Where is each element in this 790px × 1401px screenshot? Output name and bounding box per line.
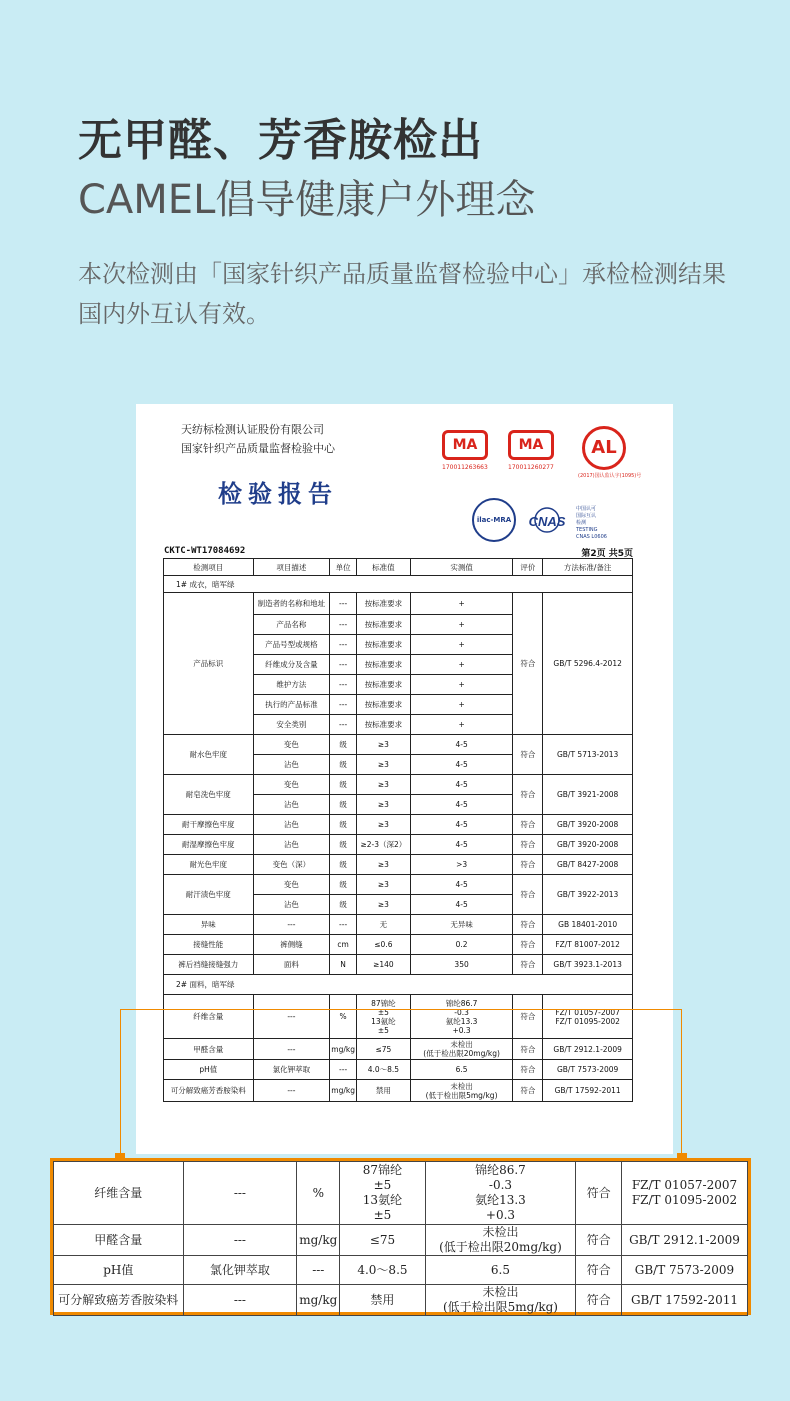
desc-cell: --- (183, 1225, 297, 1256)
unit-cell: --- (330, 695, 357, 715)
method-cell: GB/T 3922-2013 (543, 875, 633, 915)
std-cell: ≤0.6 (356, 935, 410, 955)
table-row (164, 935, 633, 955)
unit-cell: % (330, 995, 357, 1039)
std-cell: 按标准要求 (356, 695, 410, 715)
value-cell: + (410, 715, 513, 735)
method-cell: GB/T 2912.1-2009 (621, 1225, 747, 1256)
std-cell: ≥3 (356, 875, 410, 895)
cma-logo-1: MA (442, 430, 488, 460)
unit-cell: 级 (330, 815, 357, 835)
desc-cell: 纤维成分及含量 (253, 655, 330, 675)
desc-cell: 变色 (253, 875, 330, 895)
unit-cell: --- (330, 635, 357, 655)
item-cell: pH值 (164, 1060, 254, 1080)
unit-cell: N (330, 955, 357, 975)
desc-cell: --- (253, 1080, 330, 1102)
item-cell: 耐水色牢度 (164, 735, 254, 775)
unit-cell: 级 (330, 775, 357, 795)
desc-cell: 变色（深） (253, 855, 330, 875)
value-cell: 6.5 (425, 1256, 576, 1285)
value-cell: + (410, 593, 513, 615)
value-cell: 4-5 (410, 875, 513, 895)
method-cell: GB/T 5296.4-2012 (543, 593, 633, 735)
method-cell: GB/T 3920-2008 (543, 835, 633, 855)
value-cell: 4-5 (410, 735, 513, 755)
unit-cell: --- (297, 1256, 340, 1285)
desc-cell: 沾色 (253, 835, 330, 855)
header-cell: 检测项目 (164, 559, 254, 576)
value-line: 氨纶13.3 (475, 1193, 526, 1207)
cma-number-1: 170011263663 (442, 464, 488, 471)
desc-cell: 执行的产品标准 (253, 695, 330, 715)
value-cell: 4-5 (410, 815, 513, 835)
item-cell: 纤维含量 (164, 995, 254, 1039)
value-line: 未检出 (482, 1285, 519, 1299)
cnas-text (576, 506, 607, 541)
std-cell: ≤75 (356, 1039, 410, 1060)
unit-cell: 级 (330, 875, 357, 895)
item-cell: 耐汗渍色牢度 (164, 875, 254, 915)
std-cell: ≥3 (356, 795, 410, 815)
desc-cell: 沾色 (253, 795, 330, 815)
std-line: 87锦纶 (371, 998, 396, 1008)
result-cell: 符合 (513, 875, 543, 915)
std-line: ±5 (377, 1007, 389, 1017)
table-row (164, 735, 633, 755)
std-line: ±5 (373, 1208, 392, 1222)
desc-cell: 安全类别 (253, 715, 330, 735)
result-cell: 符合 (513, 1039, 543, 1060)
value-cell: 无异味 (410, 915, 513, 935)
item-cell: 可分解致癌芳香胺染料 (54, 1285, 184, 1316)
method-cell: GB/T 7573-2009 (543, 1060, 633, 1080)
table-row (164, 915, 633, 935)
table-row (164, 593, 633, 615)
cal-logo: AL (582, 426, 626, 470)
unit-cell: --- (330, 615, 357, 635)
std-cell: ≥3 (356, 775, 410, 795)
desc-cell: --- (253, 995, 330, 1039)
desc-cell: 氯化钾萃取 (183, 1256, 297, 1285)
value-cell: + (410, 655, 513, 675)
item-cell: 接缝性能 (164, 935, 254, 955)
subline: CAMEL倡导健康户外理念 (78, 177, 536, 223)
item-cell: 产品标识 (164, 593, 254, 735)
desc-cell: --- (253, 915, 330, 935)
value-cell: + (410, 635, 513, 655)
value-cell: + (410, 675, 513, 695)
cma-logo-2: MA (508, 430, 554, 460)
table-row (164, 775, 633, 795)
value-line: +0.3 (452, 1025, 471, 1035)
unit-cell: --- (330, 915, 357, 935)
std-cell: 无 (356, 915, 410, 935)
desc-cell: 裤侧缝 (253, 935, 330, 955)
item-cell: 耐干摩擦色牢度 (164, 815, 254, 835)
desc-cell: 维护方法 (253, 675, 330, 695)
table-row (54, 1285, 748, 1316)
header-cell: 项目描述 (253, 559, 330, 576)
method-line: FZ/T 01057-2007 (631, 1178, 738, 1192)
result-cell: 符合 (513, 735, 543, 775)
desc-cell: 氯化钾萃取 (253, 1060, 330, 1080)
value-line: 锦纶86.7 (475, 1163, 526, 1177)
company-names (181, 420, 335, 458)
value-line: (低于检出限20mg/kg) (439, 1240, 562, 1254)
method-cell: GB/T 8427-2008 (543, 855, 633, 875)
std-cell: ≤75 (340, 1225, 425, 1256)
method-line: FZ/T 01057-2007 (555, 1007, 620, 1017)
value-cell: 4-5 (410, 795, 513, 815)
method-cell: GB/T 3923.1-2013 (543, 955, 633, 975)
method-cell: GB/T 17592-2011 (621, 1285, 747, 1316)
cnas-logo-text: CNAS (528, 514, 566, 529)
std-cell: 按标准要求 (356, 593, 410, 615)
std-cell: ≥2-3（深2） (356, 835, 410, 855)
value-line: 氨纶13.3 (445, 1016, 478, 1026)
cma-mark-2 (508, 430, 560, 471)
page-info: 第2页 共5页 (581, 549, 633, 559)
unit-cell: cm (330, 935, 357, 955)
company-line-2: 国家针织产品质量监督检验中心 (181, 442, 335, 455)
report-number: CKTC-WT17084692 (164, 546, 246, 556)
std-line: ±5 (373, 1178, 392, 1192)
method-cell: GB/T 5713-2013 (543, 735, 633, 775)
cnas-text-1: 中国认可 (576, 506, 597, 512)
desc-cell: 产品号型或规格 (253, 635, 330, 655)
std-cell: 按标准要求 (356, 655, 410, 675)
unit-cell: --- (330, 655, 357, 675)
std-line: 13氨纶 (362, 1193, 403, 1207)
std-cell: 按标准要求 (356, 635, 410, 655)
value-cell: 4-5 (410, 835, 513, 855)
std-cell: ≥3 (356, 855, 410, 875)
cnas-logo (522, 506, 572, 538)
section-2-label: 2# 面料，暗军绿 (164, 975, 633, 995)
method-cell: FZ/T 81007-2012 (543, 935, 633, 955)
std-cell: ≥3 (356, 735, 410, 755)
result-cell: 符合 (513, 835, 543, 855)
unit-cell: mg/kg (330, 1080, 357, 1102)
item-cell: 裤后裆缝接缝强力 (164, 955, 254, 975)
intro-text: 本次检测由「国家针织产品质量监督检验中心」承检检测结果国内外互认有效。 (78, 260, 726, 328)
cnas-text-5: CNAS L0606 (576, 534, 607, 540)
method-line: FZ/T 01095-2002 (555, 1016, 620, 1026)
unit-cell: 级 (330, 895, 357, 915)
unit-cell: 级 (330, 835, 357, 855)
result-cell: 符合 (513, 915, 543, 935)
item-cell: 耐光色牢度 (164, 855, 254, 875)
value-cell: 0.2 (410, 935, 513, 955)
value-line: (低于检出限5mg/kg) (425, 1090, 498, 1100)
header-cell: 实测值 (410, 559, 513, 576)
table-row (164, 875, 633, 895)
value-line: 未检出 (450, 1040, 473, 1049)
value-line: -0.3 (454, 1007, 469, 1017)
header-cell: 单位 (330, 559, 357, 576)
result-cell: 符合 (513, 955, 543, 975)
table-row (164, 835, 633, 855)
result-cell: 符合 (513, 1080, 543, 1102)
method-line: FZ/T 01095-2002 (631, 1193, 738, 1207)
desc-cell: --- (253, 1039, 330, 1060)
callout-connector (120, 1009, 682, 1159)
value-cell: 4-5 (410, 895, 513, 915)
value-cell: + (410, 695, 513, 715)
unit-cell: mg/kg (297, 1225, 340, 1256)
result-cell: 符合 (576, 1225, 622, 1256)
desc-cell: --- (183, 1162, 297, 1225)
report-title: 检验报告 (218, 479, 338, 508)
header-cell: 标准值 (356, 559, 410, 576)
std-cell: 4.0～8.5 (356, 1060, 410, 1080)
unit-cell: mg/kg (297, 1285, 340, 1316)
table-row (164, 855, 633, 875)
std-cell: 按标准要求 (356, 615, 410, 635)
desc-cell: 沾色 (253, 895, 330, 915)
item-cell: pH值 (54, 1256, 184, 1285)
result-cell: 符合 (513, 1060, 543, 1080)
value-cell (425, 1285, 576, 1316)
std-cell: ≥3 (356, 895, 410, 915)
item-cell: 纤维含量 (54, 1162, 184, 1225)
unit-cell: 级 (330, 855, 357, 875)
unit-cell: --- (330, 1060, 357, 1080)
company-line-1: 天纺标检测认证股份有限公司 (181, 423, 324, 436)
value-line: (低于检出限20mg/kg) (423, 1049, 500, 1058)
item-cell: 甲醛含量 (164, 1039, 254, 1060)
item-cell: 耐皂洗色牢度 (164, 775, 254, 815)
result-cell: 符合 (513, 593, 543, 735)
section-row (164, 576, 633, 593)
std-line: ±5 (377, 1025, 389, 1035)
zoomed-results-table (53, 1161, 748, 1316)
cnas-text-2: 国际互认 (576, 513, 597, 519)
cnas-text-4: TESTING (576, 527, 598, 533)
result-cell: 符合 (513, 995, 543, 1039)
desc-cell: 沾色 (253, 755, 330, 775)
header-cell: 方法标准/备注 (543, 559, 633, 576)
value-cell: >3 (410, 855, 513, 875)
desc-cell: 制造者的名称和地址 (253, 593, 330, 615)
value-line: +0.3 (485, 1208, 516, 1222)
result-cell: 符合 (513, 855, 543, 875)
table-row (164, 815, 633, 835)
item-cell: 甲醛含量 (54, 1225, 184, 1256)
zoomed-results-panel (50, 1158, 751, 1315)
value-cell: 4-5 (410, 755, 513, 775)
std-cell: 禁用 (340, 1285, 425, 1316)
method-cell: GB/T 17592-2011 (543, 1080, 633, 1102)
section-row (164, 975, 633, 995)
cnas-text-3: 检测 (576, 520, 587, 526)
unit-cell: 级 (330, 795, 357, 815)
result-cell: 符合 (576, 1162, 622, 1225)
std-cell: 按标准要求 (356, 675, 410, 695)
value-line: 未检出 (482, 1225, 519, 1239)
value-cell (425, 1162, 576, 1225)
section-1-label: 1# 成衣，暗军绿 (164, 576, 633, 593)
value-cell: 4-5 (410, 775, 513, 795)
std-cell: ≥3 (356, 815, 410, 835)
std-cell: 按标准要求 (356, 715, 410, 735)
table-row (54, 1256, 748, 1285)
result-cell: 符合 (513, 775, 543, 815)
result-cell: 符合 (513, 815, 543, 835)
headline: 无甲醛、芳香胺检出 (78, 115, 483, 166)
cal-number: (2017)国认监认字(1095)号 (578, 473, 642, 479)
table-row (164, 955, 633, 975)
unit-cell: 级 (330, 755, 357, 775)
desc-cell: 变色 (253, 735, 330, 755)
unit-cell: 级 (330, 735, 357, 755)
header-cell: 评价 (513, 559, 543, 576)
value-cell: + (410, 615, 513, 635)
std-line: 13氨纶 (371, 1016, 396, 1026)
std-cell: 禁用 (356, 1080, 410, 1102)
method-cell (621, 1162, 747, 1225)
item-cell: 异味 (164, 915, 254, 935)
cal-mark (578, 426, 642, 479)
value-line: -0.3 (488, 1178, 513, 1192)
value-cell: 350 (410, 955, 513, 975)
unit-cell: --- (330, 593, 357, 615)
result-cell: 符合 (513, 935, 543, 955)
item-cell: 可分解致癌芳香胺染料 (164, 1080, 254, 1102)
method-cell: GB 18401-2010 (543, 915, 633, 935)
unit-cell: --- (330, 675, 357, 695)
method-cell: GB/T 2912.1-2009 (543, 1039, 633, 1060)
desc-cell: 变色 (253, 775, 330, 795)
table-header-row (164, 559, 633, 576)
result-cell: 符合 (576, 1285, 622, 1316)
std-line: 87锦纶 (362, 1163, 403, 1177)
value-line: 锦纶86.7 (445, 998, 478, 1008)
value-cell (425, 1225, 576, 1256)
cma-number-2: 170011260277 (508, 464, 554, 471)
std-cell: ≥3 (356, 755, 410, 775)
std-cell (340, 1162, 425, 1225)
value-cell: 6.5 (410, 1060, 513, 1080)
item-cell: 耐湿摩擦色牢度 (164, 835, 254, 855)
value-line: 未检出 (450, 1081, 473, 1091)
value-line: (低于检出限5mg/kg) (442, 1300, 558, 1314)
method-cell: GB/T 3921-2008 (543, 775, 633, 815)
certification-marks (442, 426, 642, 540)
desc-cell: 沾色 (253, 815, 330, 835)
desc-cell: 面料 (253, 955, 330, 975)
table-row (54, 1162, 748, 1225)
std-cell: ≥140 (356, 955, 410, 975)
method-cell: GB/T 3920-2008 (543, 815, 633, 835)
ilac-mra-logo: ilac-MRA (472, 498, 516, 542)
method-cell: GB/T 7573-2009 (621, 1256, 747, 1285)
cma-mark-1 (442, 430, 494, 471)
unit-cell: % (297, 1162, 340, 1225)
desc-cell: 产品名称 (253, 615, 330, 635)
desc-cell: --- (183, 1285, 297, 1316)
unit-cell: --- (330, 715, 357, 735)
unit-cell: mg/kg (330, 1039, 357, 1060)
std-cell: 4.0～8.5 (340, 1256, 425, 1285)
table-row (54, 1225, 748, 1256)
result-cell: 符合 (576, 1256, 622, 1285)
